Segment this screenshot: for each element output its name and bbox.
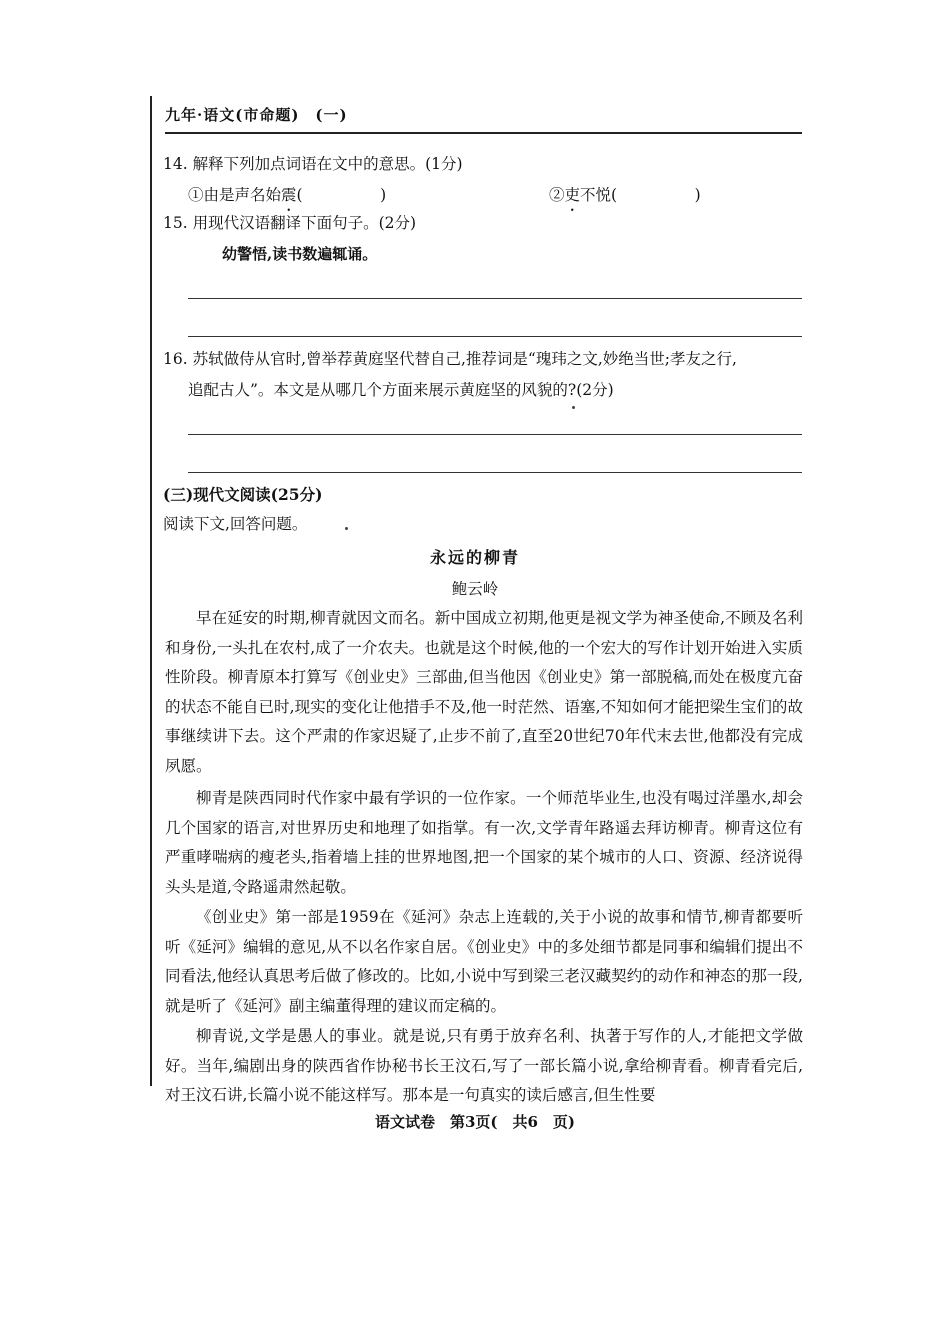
answer-line-15-a[interactable] — [188, 298, 802, 299]
answer-line-16-b[interactable] — [188, 472, 802, 473]
question-16-line-1: 16. 苏轼做侍从官时,曾举荐黄庭坚代替自己,推荐词是“瑰玮之文,妙绝当世;孝友之行, — [163, 350, 737, 368]
article-paragraph-2: 柳青是陕西同时代作家中最有学识的一位作家。一个师范毕业生,也没有喝过洋墨水,却会几个国家的语言,对世界历史和地理了如指掌。有一次,文学青年路遥去拜访柳青。柳青这位有严重哮喘病的瘦老头,指着墙上挂的世界地图,把一个国家的某个城市的人口、资源、经济说得头头是道,令路遥肃然起敬。 — [165, 789, 803, 896]
item-2-blank: 不悦( ) — [580, 186, 701, 204]
question-15-prompt: 15. 用现代汉语翻译下面句子。(2分) — [163, 214, 417, 232]
question-14-item-2 — [549, 183, 701, 205]
header-rule — [165, 132, 802, 134]
section-3-heading: (三)现代文阅读(25分) — [163, 485, 323, 504]
question-14-item-1 — [188, 183, 386, 205]
article-title: 永远的柳青 — [429, 548, 520, 567]
answer-line-15-b[interactable] — [188, 336, 802, 337]
question-14-prompt: 14. 解释下列加点词语在文中的意思。(1分) — [163, 155, 463, 173]
scan-speck — [572, 406, 575, 409]
page-footer: 语文试卷 第3页( 共6 页) — [374, 1113, 576, 1131]
section-3-instruction: 阅读下文,回答问题。 — [163, 515, 308, 533]
article-paragraph-3: 《创业史》第一部是1959在《延河》杂志上连载的,关于小说的故事和情节,柳青都要听听《延河》编辑的意见,从不以名作家自居。《创业史》中的多处细节都是同事和编辑们提出不同看法,他经认真思考后做了修改的。比如,小说中写到梁三老汉藏契约的动作和神态的那一段,就是听了《延河》副主编董得理的建议而定稿的。 — [165, 908, 803, 1015]
item-2-dotted-word: 吏 — [564, 186, 581, 204]
article-author: 鲍云岭 — [451, 580, 499, 598]
scan-speck — [345, 527, 348, 530]
item-2-prefix: ② — [549, 186, 565, 204]
item-1-dotted-word: 震 — [281, 186, 297, 204]
item-1-blank: ( ) — [296, 186, 387, 204]
answer-line-16-a[interactable] — [188, 434, 802, 435]
page-header: 九年·语文(市命题) (一) — [165, 106, 348, 124]
question-16-line-2: 追配古人”。本文是从哪几个方面来展示黄庭坚的风貌的?(2分) — [188, 381, 614, 399]
article-paragraph-4: 柳青说,文学是愚人的事业。就是说,只有勇于放弃名利、执著于写作的人,才能把文学做好。当年,编剧出身的陕西省作协秘书长王汶石,写了一部长篇小说,拿给柳青看。柳青看完后,对王汶石讲,长篇小说不能这样写。那本是一句真实的读后感言,但生性要 — [165, 1027, 803, 1105]
question-15-sentence: 幼警悟,读书数遍辄诵。 — [222, 245, 378, 263]
article-paragraph-1: 早在延安的时期,柳青就因文而名。新中国成立初期,他更是视文学为神圣使命,不顾及名利和身份,一头扎在农村,成了一介农夫。也就是这个时候,他的一个宏大的写作计划开始进入实质性阶段。柳青原本打算写《创业史》三部曲,但当他因《创业史》第一部脱稿,而处在极度亢奋的状态不能自已时,现实的变化让他措手不及,他一时茫然、语塞,不知如何才能把梁生宝们的故事继续讲下去。这个严肃的作家迟疑了,止步不前了,直至20世纪70年代末去世,他都没有完成夙愿。 — [165, 609, 803, 775]
item-1-prefix: ①由是声名始 — [188, 186, 282, 204]
